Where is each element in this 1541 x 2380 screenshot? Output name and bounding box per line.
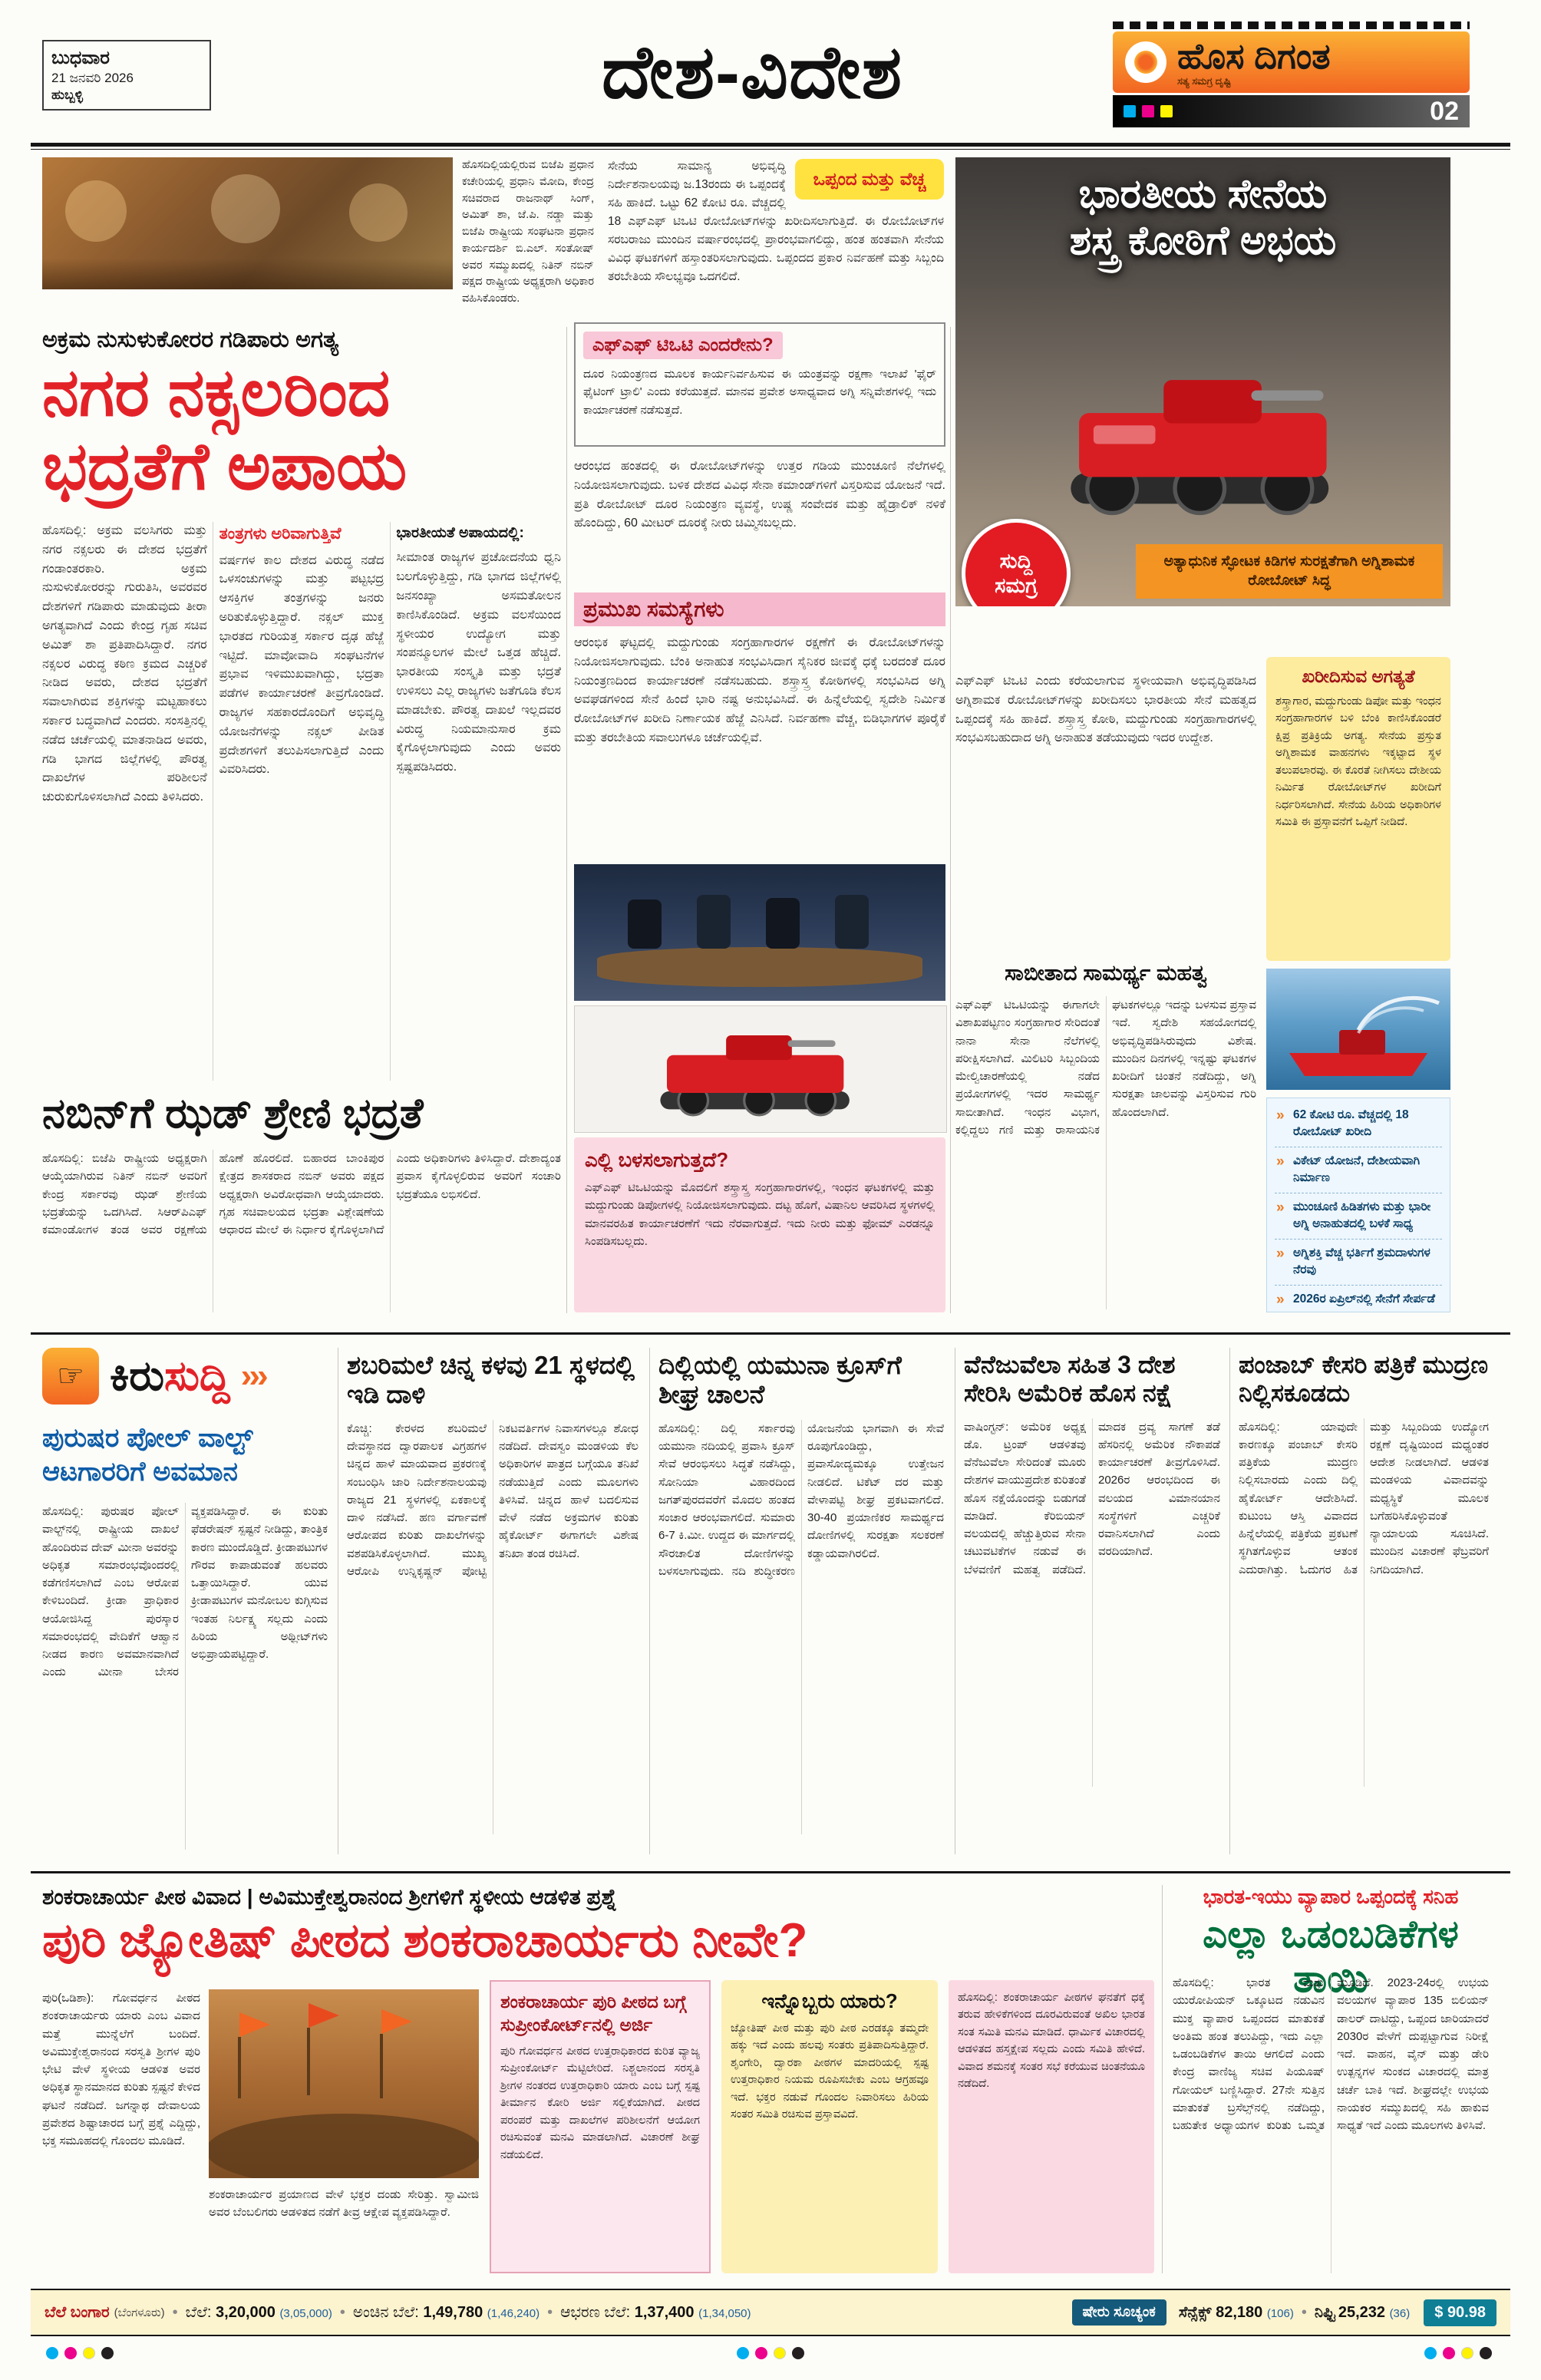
header-rule bbox=[31, 143, 1510, 147]
gold-price-1: ಬೆಲೆ: 3,20,000 (3,05,000) bbox=[185, 2303, 332, 2321]
gold-city: (ಬೆಂಗಳೂರು) bbox=[114, 2306, 165, 2319]
edition-box bbox=[42, 40, 211, 111]
header-rule-thin bbox=[31, 149, 1510, 150]
kiru-label: ಕಿರುಸುದ್ದಿ bbox=[110, 1352, 230, 1399]
chevrons-icon: ››› bbox=[240, 1357, 266, 1395]
army-headline-line2: ಶಸ್ತ್ರ ಕೋಠಿಗೆ ಅಭಯ bbox=[1069, 219, 1337, 264]
contract-box bbox=[608, 157, 944, 320]
registration-marks-left bbox=[46, 2347, 114, 2359]
main-headline-line1: ನಗರ ನಕ್ಸಲರಿಂದ bbox=[42, 356, 391, 430]
masthead-banner bbox=[1113, 31, 1470, 93]
puri-who-box-body: ಜ್ಯೋತಿಷ್ ಪೀಠ ಮತ್ತು ಪುರಿ ಪೀಠ ಎರಡಕ್ಕೂ ತಮ್ಮದೇ ಹಕ್ಕು ಇದೆ ಎಂದು ಹಲವು ಸಂತರು ಪ್ರತಿಪಾದಿಸುತ್ತಿದ್ದಾರೆ. ಶೃಂಗೇರಿ, ದ್ವಾರಕಾ ಪೀಠಗಳ ಮಾದರಿಯಲ್ಲಿ ಸ್ಪಷ್ಟ ಉತ್ತರಾಧಿಕಾರ ನಿಯಮ ರೂಪಿಸಬೇಕು ಎಂಬ ಆಗ್ರಹವೂ ಇದೆ. ಭಕ್ತರ ನಡುವೆ ಗೊಂದಲ ನಿವಾರಿಸಲು ಹಿರಿಯ ಸಂತರ ಸಮಿತಿ ರಚಿಸುವ ಪ್ರಸ್ತಾವವಿದೆ. bbox=[731, 2022, 929, 2121]
need-title: ಖರೀದಿಸುವ ಅಗತ್ಯತೆ bbox=[1302, 666, 1415, 686]
photo-bjp-leadership bbox=[42, 157, 453, 289]
band-rule-1 bbox=[31, 1332, 1510, 1335]
column-rule-1 bbox=[566, 327, 567, 1313]
registration-marks-center bbox=[737, 2347, 804, 2359]
eu-headline: ಎಲ್ಲಾ ಒಡಂಬಡಿಕೆಗಳ ತಾಯಿ bbox=[1203, 1913, 1459, 2000]
registration-marks-right bbox=[1424, 2347, 1492, 2359]
price-ticker: ಬೆಲೆ ಬಂಗಾರ (ಬೆಂಗಳೂರು) • ಬೆಲೆ: 3,20,000 (3,05,000) • ಅಂಚಿನ ಬೆಲೆ: 1,49,780 (1,46,240) • ಆಭರಣ ಬೆಲೆ: 1,37,400 (1,34,050) ಷೇರು ಸೂಚ್ಯಂಕ ಸೆನ್ಸೆಕ್ಸ್ 82,180 (106) • ನಿಫ್ಟಿ 25,232 (36) $ 90.98 bbox=[31, 2289, 1510, 2336]
band-rule-2 bbox=[31, 1871, 1510, 1873]
masthead-tagline: ಸತ್ಯ ಸಮಗ್ರ ದೃಷ್ಟಿ bbox=[1177, 75, 1232, 87]
article-headline: ವೆನೆಜುವೆಲಾ ಸಹಿತ 3 ದೇಶ ಸೇರಿಸಿ ಅಮೆರಿಕ ಹೊಸ ನಕ್ಷೆ bbox=[964, 1351, 1176, 1407]
capability-title: ಸಾಬೀತಾದ ಸಾಮರ್ಥ್ಯ ಮಹತ್ವ bbox=[1005, 961, 1207, 985]
column-rule-7 bbox=[1162, 1885, 1163, 2273]
main-body-p2: ವರ್ಷಗಳ ಕಾಲ ದೇಶದ ವಿರುದ್ಧ ನಡೆದ ಒಳಸಂಚುಗಳನ್ನು ಮತ್ತು ಪಟ್ಟಭದ್ರ ಆಸಕ್ತಿಗಳ ತಂತ್ರಗಳನ್ನು ಜನರು ಅರಿತುಕೊಳ್ಳುತ್ತಿದ್ದಾರೆ. ನಕ್ಸಲ್ ಮುಕ್ತ ಭಾರತದ ಗುರಿಯತ್ತ ಸರ್ಕಾರ ದೃಢ ಹೆಜ್ಜೆ ಇಟ್ಟಿದೆ. ಮಾವೋವಾದಿ ಸಂಘಟನೆಗಳ ಪ್ರಭಾವ ಇಳಿಮುಖವಾಗಿದ್ದು, ಭದ್ರತಾ ಪಡೆಗಳ ಕಾರ್ಯಾಚರಣೆ ತೀವ್ರಗೊಂಡಿದೆ. ರಾಜ್ಯಗಳ ಸಹಕಾರದೊಂದಿಗೆ ಅಭಿವೃದ್ಧಿ ಯೋಜನೆಗಳನ್ನು ನಕ್ಸಲ್ ಪೀಡಿತ ಪ್ರದೇಶಗಳಿಗೆ ತಲುಪಿಸಲಾಗುತ್ತಿದೆ ಎಂದು ವಿವರಿಸಿದರು. bbox=[219, 553, 384, 777]
masthead-sun-icon bbox=[1125, 41, 1166, 83]
photo-fireboat bbox=[1266, 969, 1450, 1090]
column-rule-2 bbox=[950, 327, 951, 1313]
article-body: ವಾಷಿಂಗ್ಟನ್: ಅಮೆರಿಕ ಅಧ್ಯಕ್ಷ ಡೊ. ಟ್ರಂಪ್ ಆಡಳಿತವು ವೆನೆಜುವೆಲಾ ಸೇರಿದಂತೆ ಮೂರು ದೇಶಗಳ ವಾಯುಪ್ರದೇಶ ಕುರಿತಂತೆ ಹೊಸ ನಕ್ಷೆಯೊಂದನ್ನು ಬಿಡುಗಡೆ ಮಾಡಿದೆ. ಕೆರಿಬಿಯನ್ ವಲಯದಲ್ಲಿ ಹೆಚ್ಚುತ್ತಿರುವ ಸೇನಾ ಚಟುವಟಿಕೆಗಳ ನಡುವೆ ಈ ಬೆಳವಣಿಗೆ ಮಹತ್ವ ಪಡೆದಿದೆ. ಮಾದಕ ದ್ರವ್ಯ ಸಾಗಣೆ ತಡೆ ಹೆಸರಿನಲ್ಲಿ ಅಮೆರಿಕ ನೌಕಾಪಡೆ ಕಾರ್ಯಾಚರಣೆ ತೀವ್ರಗೊಳಿಸಿದೆ. 2026ರ ಆರಂಭದಿಂದ ಈ ವಲಯದ ವಿಮಾನಯಾನ ಸಂಸ್ಥೆಗಳಿಗೆ ಎಚ್ಚರಿಕೆ ರವಾನಿಸಲಾಗಿದೆ ಎಂದು ವರದಿಯಾಗಿದೆ. bbox=[964, 1420, 1220, 1576]
contract-body: ಸೇನೆಯ ಸಾಮಾನ್ಯ ಅಭಿವೃದ್ಧಿ ನಿರ್ದೇಶನಾಲಯವು ಜ.13ರಂದು ಈ ಒಪ್ಪಂದಕ್ಕೆ ಸಹಿ ಹಾಕಿದೆ. ಒಟ್ಟು 62 ಕೋಟಿ ರೂ. ವೆಚ್ಚದಲ್ಲಿ 18 ಎಫ್‌ಎಫ್ ಟಿಒಟಿ ರೋಬೋಟ್‌ಗಳನ್ನು ಖರೀದಿಸಲಾಗುತ್ತಿದೆ. ಈ ರೋಬೋಟ್‌ಗಳ ಸರಬರಾಜು ಮುಂದಿನ ವರ್ಷಾರಂಭದಲ್ಲಿ ಪ್ರಾರಂಭವಾಗಲಿದ್ದು, ಹಂತ ಹಂತವಾಗಿ ಸೇನೆಯ ವಿವಿಧ ಘಟಕಗಳಿಗೆ ಹಸ್ತಾಂತರಿಸಲಾಗುವುದು. ಒಪ್ಪಂದದ ಪ್ರಕಾರ ನಿರ್ವಹಣೆ ಮತ್ತು ಸಿಬ್ಬಂದಿ ತರಬೇತಿಯ ಸೌಲಭ್ಯವೂ ಒದಗಲಿದೆ. bbox=[608, 160, 944, 284]
main-body-p1: ಹೊಸದಿಲ್ಲಿ: ಅಕ್ರಮ ವಲಸಿಗರು ಮತ್ತು ನಗರ ನಕ್ಸಲರು ಈ ದೇಶದ ಭದ್ರತೆಗೆ ಗಂಡಾಂತರಕಾರಿ. ಅಕ್ರಮ ನುಸುಳುಕೋರರನ್ನು ಗುರುತಿಸಿ, ಅವರವರ ದೇಶಗಳಿಗೆ ಗಡಿಪಾರು ಮಾಡುವುದು ತೀರಾ ಅಗತ್ಯವಾಗಿದೆ ಎಂದು ಕೇಂದ್ರ ಗೃಹ ಸಚಿವ ಅಮಿತ್ ಶಾ ಪ್ರತಿಪಾದಿಸಿದ್ದಾರೆ. ನಗರ ನಕ್ಸಲರ ವಿರುದ್ಧ ಕಠಿಣ ಕ್ರಮದ ಎಚ್ಚರಿಕೆ ನೀಡಿದ ಅವರು, ದೇಶದ ಭದ್ರತೆಗೆ ಸವಾಲಾಗಿರುವ ಶಕ್ತಿಗಳನ್ನು ಮಟ್ಟಹಾಕಲು ಸರ್ಕಾರ ಬದ್ಧವಾಗಿದೆ ಎಂದರು. ಸಂಸತ್ತಿನಲ್ಲಿ ನಡೆದ ಚರ್ಚೆಯಲ್ಲಿ ಮಾತನಾಡಿದ ಅವರು, ಗಡಿ ಭಾಗದ ಜಿಲ್ಲೆಗಳಲ್ಲಿ ಪೌರತ್ವ ದಾಖಲೆಗಳ ಪರಿಶೀಲನೆ ಚುರುಕುಗೊಳಿಸಲಾಗಿದೆ ಎಂದು ತಿಳಿಸಿದರು. bbox=[42, 524, 207, 804]
masthead-stripes bbox=[1113, 21, 1470, 29]
fact-item: » 62 ಕೋಟಿ ರೂ. ವೆಚ್ಚದಲ್ಲಿ 18 ರೋಬೋಟ್ ಖರೀದಿ bbox=[1275, 1101, 1442, 1147]
where-title: ಎಲ್ಲಿ ಬಳಸಲಾಗುತ್ತದೆ? bbox=[585, 1148, 729, 1171]
capability-body: ಎಫ್‌ಎಫ್ ಟಿಒಟಿಯನ್ನು ಈಗಾಗಲೇ ವಿಶಾಖಪಟ್ಟಣಂ ಸಂಗ್ರಹಾಗಾರ ಸೇರಿದಂತೆ ನಾನಾ ಸೇನಾ ನೆಲೆಗಳಲ್ಲಿ ಪರೀಕ್ಷಿಸಲಾಗಿದೆ. ಮಿಲಿಟರಿ ಸಿಬ್ಬಂದಿಯ ಮೇಲ್ವಿಚಾರಣೆಯಲ್ಲಿ ನಡೆದ ಪ್ರಯೋಗಗಳಲ್ಲಿ ಇದರ ಸಾಮರ್ಥ್ಯ ಸಾಬೀತಾಗಿದೆ. ಇಂಧನ ವಿಭಾಗ, ಕಲ್ಲಿದ್ದಲು ಗಣಿ ಮತ್ತು ರಾಸಾಯನಿಕ ಘಟಕಗಳಲ್ಲೂ ಇದನ್ನು ಬಳಸುವ ಪ್ರಸ್ತಾವ ಇದೆ. ಸ್ವದೇಶಿ ಸಹಯೋಗದಲ್ಲಿ ಅಭಿವೃದ್ಧಿಪಡಿಸಿರುವುದು ವಿಶೇಷ. ಮುಂದಿನ ದಿನಗಳಲ್ಲಿ ಇನ್ನಷ್ಟು ಘಟಕಗಳ ಖರೀದಿಗೆ ಚಿಂತನೆ ನಡೆದಿದ್ದು, ಅಗ್ನಿ ಸುರಕ್ಷತಾ ಜಾಲವನ್ನು ವಿಸ್ತರಿಸುವ ಗುರಿ ಹೊಂದಲಾಗಿದೆ. bbox=[955, 999, 1256, 1137]
edition-city: ಹುಬ್ಬಳ್ಳಿ bbox=[51, 87, 83, 102]
column-rule-6 bbox=[1229, 1348, 1230, 1854]
edition-date: 21 ಜನವರಿ 2026 bbox=[51, 71, 134, 85]
puri-kicker: ಶಂಕರಾಚಾರ್ಯ ಪೀಠ ವಿವಾದ | ಅವಿಮುಕ್ತೇಶ್ವರಾನಂದ ಶ್ರೀಗಳಿಗೆ ಸ್ಥಳೀಯ ಆಡಳಿತ ಪ್ರಶ್ನೆ bbox=[42, 1885, 617, 1909]
army-headline bbox=[971, 171, 1435, 266]
where-box bbox=[574, 1137, 945, 1312]
article-headline: ಪಂಜಾಬ್ ಕೇಸರಿ ಪತ್ರಿಕೆ ಮುದ್ರಣ ನಿಲ್ಲಿಸಕೂಡದು bbox=[1239, 1351, 1489, 1407]
main-subhead-2: ಭಾರತೀಯತೆ ಅಪಾಯದಲ್ಲಿ: bbox=[396, 525, 524, 541]
need-body: ಶಸ್ತ್ರಾಗಾರ, ಮದ್ದುಗುಂಡು ಡಿಪೋ ಮತ್ತು ಇಂಧನ ಸಂಗ್ರಹಾಗಾರಗಳ ಬಳಿ ಬೆಂಕಿ ಕಾಣಿಸಿಕೊಂಡರೆ ಕ್ಷಿಪ್ರ ಪ್ರತಿಕ್ರಿಯೆ ಅಗತ್ಯ. ಸೇನೆಯ ಪ್ರಸ್ತುತ ಅಗ್ನಿಶಾಮಕ ವಾಹನಗಳು ಇಕ್ಕಟ್ಟಾದ ಸ್ಥಳ ತಲುಪಲಾರವು. ಈ ಕೊರತೆ ನೀಗಿಸಲು ದೇಶೀಯ ನಿರ್ಮಿತ ರೋಬೋಟ್‌ಗಳ ಖರೀದಿಗೆ ನಿರ್ಧರಿಸಲಾಗಿದೆ. ಸೇನೆಯ ಹಿರಿಯ ಅಧಿಕಾರಿಗಳ ಸಮಿತಿ ಈ ಪ್ರಸ್ತಾವನೆಗೆ ಒಪ್ಪಿಗೆ ನೀಡಿದೆ. bbox=[1275, 695, 1441, 829]
main-body bbox=[42, 522, 561, 1081]
article-shabarimale bbox=[347, 1351, 639, 1834]
army-intro: ಎಫ್‌ಎಫ್ ಟಿಒಟಿ ಎಂದು ಕರೆಯಲಾಗುವ ಸ್ಥಳೀಯವಾಗಿ ಅಭಿವೃದ್ಧಿಪಡಿಸಿದ ಅಗ್ನಿಶಾಮಕ ರೋಬೋಟ್‌ಗಳನ್ನು ಖರೀದಿಸಲು ಭಾರತೀಯ ಸೇನೆ ಮಹತ್ವದ ಒಪ್ಪಂದಕ್ಕೆ ಸಹಿ ಹಾಕಿದೆ. ಶಸ್ತ್ರಾಸ್ತ್ರ ಕೋಠಿ, ಮದ್ದುಗುಂಡು ಸಂಗ್ರಹಾಗಾರಗಳಲ್ಲಿ ಸಂಭವಿಸಬಹುದಾದ ಅಗ್ನಿ ಅನಾಹುತ ತಡೆಯುವುದು ಇದರ ಉದ್ದೇಶ. bbox=[955, 675, 1256, 745]
robot-illustration-icon bbox=[1040, 338, 1370, 530]
article-punjab-kesari bbox=[1239, 1351, 1489, 1787]
masthead-color-squares bbox=[1124, 105, 1173, 117]
puri-side-box-body: ಹೊಸದಿಲ್ಲಿ: ಶಂಕರಾಚಾರ್ಯ ಪೀಠಗಳ ಘನತೆಗೆ ಧಕ್ಕೆ ತರುವ ಹೇಳಿಕೆಗಳಿಂದ ದೂರವಿರುವಂತೆ ಅಖಿಲ ಭಾರತ ಸಂತ ಸಮಿತಿ ಮನವಿ ಮಾಡಿದೆ. ಧಾರ್ಮಿಕ ವಿಚಾರದಲ್ಲಿ ಆಡಳಿತದ ಹಸ್ತಕ್ಷೇಪ ಸಲ್ಲದು ಎಂದು ಸಮಿತಿ ಹೇಳಿದೆ. ವಿವಾದ ಶಮನಕ್ಕೆ ಸಂತರ ಸಭೆ ಕರೆಯುವ ಚಿಂತನೆಯೂ ನಡೆದಿದೆ. bbox=[958, 1992, 1145, 2091]
fact-item: » ಮುಂಚೂಣಿ ಹಿಡಿತಗಳು ಮತ್ತು ಭಾರೀ ಅಗ್ನಿ ಅನಾಹುತದಲ್ಲಿ ಬಳಕೆ ಸಾಧ್ಯ bbox=[1275, 1193, 1442, 1240]
news-badge bbox=[962, 519, 1071, 606]
masthead-pagebar bbox=[1113, 95, 1470, 127]
article-yamuna bbox=[658, 1351, 944, 1834]
article-body: ಕೊಚ್ಚಿ: ಕೇರಳದ ಶಬರಿಮಲೆ ದೇವಸ್ಥಾನದ ದ್ವಾರಪಾಲಕ ವಿಗ್ರಹಗಳ ಚಿನ್ನದ ಹಾಳೆ ಮಾಯವಾದ ಪ್ರಕರಣಕ್ಕೆ ಸಂಬಂಧಿಸಿ ಜಾರಿ ನಿರ್ದೇಶನಾಲಯವು ರಾಜ್ಯದ 21 ಸ್ಥಳಗಳಲ್ಲಿ ಏಕಕಾಲಕ್ಕೆ ದಾಳಿ ನಡೆಸಿದೆ. ಹಣ ವರ್ಗಾವಣೆ ಆರೋಪದ ಕುರಿತು ದಾಖಲೆಗಳನ್ನು ವಶಪಡಿಸಿಕೊಳ್ಳಲಾಗಿದೆ. ಮುಖ್ಯ ಆರೋಪಿ ಉನ್ನಿಕೃಷ್ಣನ್ ಪೋಟ್ಟಿ ನಿಕಟವರ್ತಿಗಳ ನಿವಾಸಗಳಲ್ಲೂ ಶೋಧ ನಡೆದಿದೆ. ದೇವಸ್ವಂ ಮಂಡಳಿಯ ಕೆಲ ಅಧಿಕಾರಿಗಳ ಪಾತ್ರದ ಬಗ್ಗೆಯೂ ತನಿಖೆ ನಡೆಯುತ್ತಿದೆ ಎಂದು ಮೂಲಗಳು ತಿಳಿಸಿವೆ. ಚಿನ್ನದ ಹಾಳೆ ಬದಲಿಸುವ ವೇಳೆ ನಡೆದ ಅಕ್ರಮಗಳ ಕುರಿತು ಹೈಕೋರ್ಟ್ ಈಗಾಗಲೇ ವಿಶೇಷ ತನಿಖಾ ತಂಡ ರಚಿಸಿದೆ. bbox=[347, 1421, 639, 1578]
puri-court-box bbox=[490, 1980, 711, 2273]
puri-who-box-title: ಇನ್ನೊಬ್ಬರು ಯಾರು? bbox=[761, 1989, 898, 2012]
dollar-icon: $ bbox=[1434, 2303, 1444, 2321]
kiru-body: ಹೊಸದಿಲ್ಲಿ: ಪುರುಷರ ಪೋಲ್ ವಾಲ್ಟ್‌ನಲ್ಲಿ ರಾಷ್ಟ್ರೀಯ ದಾಖಲೆ ಹೊಂದಿರುವ ದೇವ್ ಮೀನಾ ಅವರನ್ನು ಅಧಿಕೃತ ಸಮಾರಂಭವೊಂದರಲ್ಲಿ ಕಡೆಗಣಿಸಲಾಗಿದೆ ಎಂಬ ಆರೋಪ ಕೇಳಿಬಂದಿದೆ. ಕ್ರೀಡಾ ಪ್ರಾಧಿಕಾರ ಆಯೋಜಿಸಿದ್ದ ಪುರಸ್ಕಾರ ಸಮಾರಂಭದಲ್ಲಿ ವೇದಿಕೆಗೆ ಆಹ್ವಾನ ನೀಡದ ಕಾರಣ ಅವಮಾನವಾಗಿದೆ ಎಂದು ಮೀನಾ ಬೇಸರ ವ್ಯಕ್ತಪಡಿಸಿದ್ದಾರೆ. ಈ ಕುರಿತು ಫೆಡರೇಷನ್ ಸ್ಪಷ್ಟನೆ ನೀಡಿದ್ದು, ತಾಂತ್ರಿಕ ಕಾರಣ ಮುಂದೊಡ್ಡಿದೆ. ಕ್ರೀಡಾಪಟುಗಳ ಗೌರವ ಕಾಪಾಡುವಂತೆ ಹಲವರು ಒತ್ತಾಯಿಸಿದ್ದಾರೆ. ಯುವ ಕ್ರೀಡಾಪಟುಗಳ ಮನೋಬಲ ಕುಗ್ಗಿಸುವ ಇಂತಹ ನಿರ್ಲಕ್ಷ್ಯ ಸಲ್ಲದು ಎಂದು ಹಿರಿಯ ಅಥ್ಲೀಟ್‌ಗಳು ಅಭಿಪ್ರಾಯಪಟ್ಟಿದ್ದಾರೆ. bbox=[42, 1505, 328, 1679]
army-mid-text: ಆರಂಭದ ಹಂತದಲ್ಲಿ ಈ ರೋಬೋಟ್‌ಗಳನ್ನು ಉತ್ತರ ಗಡಿಯ ಮುಂಚೂಣಿ ನೆಲೆಗಳಲ್ಲಿ ನಿಯೋಜಿಸಲಾಗುವುದು. ಬಳಿಕ ದೇಶದ ವಿವಿಧ ಸೇನಾ ಕಮಾಂಡ್‌ಗಳಿಗೆ ವಿಸ್ತರಿಸುವ ಯೋಜನೆ ಇದೆ. ಪ್ರತಿ ರೋಬೋಟ್ ದೂರ ನಿಯಂತ್ರಣ ವ್ಯವಸ್ಥೆ, ಉಷ್ಣ ಸಂವೇದಕ ಮತ್ತು ಹೈಡ್ರಾಲಿಕ್ ನಳಿಕೆ ಹೊಂದಿದ್ದು, 60 ಮೀಟರ್ ದೂರಕ್ಕೆ ನೀರು ಚಿಮ್ಮಿಸಬಲ್ಲದು. bbox=[574, 460, 945, 530]
puri-court-box-body: ಪುರಿ ಗೋವರ್ಧನ ಪೀಠದ ಉತ್ತರಾಧಿಕಾರದ ಕುರಿತ ವ್ಯಾಜ್ಯ ಸುಪ್ರೀಂಕೋರ್ಟ್ ಮೆಟ್ಟಿಲೇರಿದೆ. ನಿಶ್ಚಲಾನಂದ ಸರಸ್ವತಿ ಶ್ರೀಗಳ ನಂತರದ ಉತ್ತರಾಧಿಕಾರಿ ಯಾರು ಎಂಬ ಬಗ್ಗೆ ಸ್ಪಷ್ಟ ತೀರ್ಮಾನ ಕೋರಿ ಅರ್ಜಿ ಸಲ್ಲಿಕೆಯಾಗಿದೆ. ಪೀಠದ ಪರಂಪರೆ ಮತ್ತು ದಾಖಲೆಗಳ ಪರಿಶೀಲನೆಗೆ ಆಯೋಗ ರಚಿಸುವಂತೆ ಮನವಿ ಮಾಡಲಾಗಿದೆ. ವಿಚಾರಣೆ ಶೀಘ್ರ ನಡೆಯಲಿದೆ. bbox=[500, 2045, 700, 2161]
fact-item: » ಅಗ್ನಿಶಕ್ತಿ ವೆಚ್ಚ ಭರ್ತಿಗೆ ಶ್ರಮದಾಳುಗಳ ನೆರವು bbox=[1275, 1240, 1442, 1286]
article-venezuela bbox=[964, 1351, 1220, 1787]
usd-rate: $ 90.98 bbox=[1424, 2299, 1496, 2326]
puri-body-col2: ಶಂಕರಾಚಾರ್ಯರ ಪ್ರಯಾಣದ ವೇಳೆ ಭಕ್ತರ ದಂಡು ಸೇರಿತ್ತು. ಸ್ವಾಮೀಜಿ ಅವರ ಬೆಂಬಲಿಗರು ಆಡಳಿತದ ನಡೆಗೆ ತೀವ್ರ ಆಕ್ಷೇಪ ವ್ಯಕ್ತಪಡಿಸಿದ್ದಾರೆ. bbox=[209, 2188, 479, 2220]
news-badge-line1: ಸುದ್ದಿ bbox=[999, 549, 1033, 573]
puri-who-box bbox=[721, 1980, 938, 2273]
puri-court-box-title: ಶಂಕರಾಚಾರ್ಯ ಪುರಿ ಪೀಠದ ಬಗ್ಗೆ ಸುಪ್ರೀಂಕೋರ್ಟ್‌ನಲ್ಲಿ ಅರ್ಜಿ bbox=[500, 1992, 687, 2035]
facts-list bbox=[1266, 1098, 1450, 1312]
contract-chip: ಒಪ್ಪಂದ ಮತ್ತು ವೆಚ್ಚ bbox=[795, 159, 944, 200]
gold-price-3: ಆಭರಣ ಬೆಲೆ: 1,37,400 (1,34,050) bbox=[560, 2303, 751, 2321]
eu-kicker: ಭಾರತ-ಇಯು ವ್ಯಾಪಾರ ಒಪ್ಪಂದಕ್ಕೆ ಸನಿಹ bbox=[1203, 1885, 1459, 1908]
masthead bbox=[1113, 21, 1470, 127]
eu-body: ಹೊಸದಿಲ್ಲಿ: ಭಾರತ ಮತ್ತು ಯುರೋಪಿಯನ್ ಒಕ್ಕೂಟದ ನಡುವಿನ ಮುಕ್ತ ವ್ಯಾಪಾರ ಒಪ್ಪಂದದ ಮಾತುಕತೆ ಅಂತಿಮ ಹಂತ ತಲುಪಿದ್ದು, ಇದು ಎಲ್ಲಾ ಒಡಂಬಡಿಕೆಗಳ ತಾಯಿ ಆಗಲಿದೆ ಎಂದು ಕೇಂದ್ರ ವಾಣಿಜ್ಯ ಸಚಿವ ಪಿಯೂಷ್ ಗೋಯಲ್ ಬಣ್ಣಿಸಿದ್ದಾರೆ. 27ನೇ ಸುತ್ತಿನ ಮಾತುಕತೆ ಬ್ರಸೆಲ್ಸ್‌ನಲ್ಲಿ ನಡೆದಿದ್ದು, ಬಹುತೇಕ ಅಧ್ಯಾಯಗಳ ಕುರಿತು ಒಮ್ಮತ ಮೂಡಿದೆ. 2023-24ರಲ್ಲಿ ಉಭಯ ವಲಯಗಳ ವ್ಯಾಪಾರ 135 ಬಿಲಿಯನ್ ಡಾಲರ್ ದಾಟಿದ್ದು, ಒಪ್ಪಂದ ಜಾರಿಯಾದರೆ 2030ರ ವೇಳೆಗೆ ದುಪ್ಪಟ್ಟಾಗುವ ನಿರೀಕ್ಷೆ ಇದೆ. ವಾಹನ, ವೈನ್ ಮತ್ತು ಡೇರಿ ಉತ್ಪನ್ನಗಳ ಸುಂಕದ ವಿಚಾರದಲ್ಲಿ ಮಾತ್ರ ಚರ್ಚೆ ಬಾಕಿ ಇದೆ. ಶೀಘ್ರದಲ್ಲೇ ಉಭಯ ನಾಯಕರ ಸಮ್ಮುಖದಲ್ಲಿ ಸಹಿ ಹಾಕುವ ಸಾಧ್ಯತೆ ಇದೆ ಎಂದು ಮೂಲಗಳು ತಿಳಿಸಿವೆ. bbox=[1173, 1976, 1489, 2132]
article-headline: ಶಬರಿಮಲೆ ಚಿನ್ನ ಕಳವು 21 ಸ್ಥಳದಲ್ಲಿ ಇಡಿ ದಾಳಿ bbox=[347, 1351, 635, 1408]
issues-body: ಆರಂಭಿಕ ಘಟ್ಟದಲ್ಲಿ ಮದ್ದುಗುಂಡು ಸಂಗ್ರಹಾಗಾರಗಳ ರಕ್ಷಣೆಗೆ ಈ ರೋಬೋಟ್‌ಗಳನ್ನು ನಿಯೋಜಿಸಲಾಗುವುದು. ಬೆಂಕಿ ಅನಾಹುತ ಸಂಭವಿಸಿದಾಗ ಸೈನಿಕರ ಜೀವಕ್ಕೆ ಧಕ್ಕೆ ಬರದಂತೆ ದೂರ ನಿಯಂತ್ರಣದಿಂದ ಕಾರ್ಯಾಚರಣೆ ನಡೆಸಬಹುದು. ಶಸ್ತ್ರಾಸ್ತ್ರ ಕೋಠಿಗಳಲ್ಲಿ ಸಂಭವಿಸಿದ ಅಗ್ನಿ ಅವಘಡಗಳಿಂದ ಸೇನೆ ಹಿಂದೆ ಭಾರಿ ನಷ್ಟ ಅನುಭವಿಸಿದೆ. ಈ ಹಿನ್ನೆಲೆಯಲ್ಲಿ ಸ್ವದೇಶಿ ನಿರ್ಮಿತ ರೋಬೋಟ್‌ಗಳ ಖರೀದಿ ನಿರ್ಣಾಯಕ ಹೆಜ್ಜೆ ಎನಿಸಿದೆ. ನಿರ್ವಹಣಾ ವೆಚ್ಚ, ಬಿಡಿಭಾಗಗಳ ಪೂರೈಕೆ ಮತ್ತು ತರಬೇತಿಯ ಸವಾಲುಗಳೂ ಚರ್ಚೆಯಲ್ಲಿವೆ. bbox=[574, 636, 945, 744]
article-body: ಹೊಸದಿಲ್ಲಿ: ದಿಲ್ಲಿ ಸರ್ಕಾರವು ಯಮುನಾ ನದಿಯಲ್ಲಿ ಪ್ರವಾಸಿ ಕ್ರೂಸ್ ಸೇವೆ ಆರಂಭಿಸಲು ಸಿದ್ಧತೆ ನಡೆಸಿದ್ದು, ಸೋನಿಯಾ ವಿಹಾರದಿಂದ ಜಗತ್‌ಪುರದವರೆಗೆ ಮೊದಲ ಹಂತದ ಸಂಚಾರ ಆರಂಭವಾಗಲಿದೆ. ಸುಮಾರು 6-7 ಕಿ.ಮೀ. ಉದ್ದದ ಈ ಮಾರ್ಗದಲ್ಲಿ ಸೌರಚಾಲಿತ ದೋಣಿಗಳನ್ನು ಬಳಸಲಾಗುವುದು. ನದಿ ಶುದ್ಧೀಕರಣ ಯೋಜನೆಯ ಭಾಗವಾಗಿ ಈ ಸೇವೆ ರೂಪುಗೊಂಡಿದ್ದು, ಪ್ರವಾಸೋದ್ಯಮಕ್ಕೂ ಉತ್ತೇಜನ ನೀಡಲಿದೆ. ಟಿಕೆಟ್ ದರ ಮತ್ತು ವೇಳಾಪಟ್ಟಿ ಶೀಘ್ರ ಪ್ರಕಟವಾಗಲಿದೆ. 30-40 ಪ್ರಯಾಣಿಕರ ಸಾಮರ್ಥ್ಯದ ದೋಣಿಗಳಲ್ಲಿ ಸುರಕ್ಷತಾ ಸಲಕರಣೆ ಕಡ್ಡಾಯವಾಗಿರಲಿದೆ. bbox=[658, 1421, 944, 1578]
section-title: ದೇಶ-ವಿದೇಶ bbox=[601, 31, 903, 114]
fact-item: » 2026ರ ಏಪ್ರಿಲ್‌ನಲ್ಲಿ ಸೇನೆಗೆ ಸೇರ್ಪಡೆ bbox=[1275, 1286, 1442, 1313]
puri-side-box bbox=[949, 1980, 1154, 2273]
photo-bjp-caption: ಹೊಸದಿಲ್ಲಿಯಲ್ಲಿರುವ ಬಿಜೆಪಿ ಪ್ರಧಾನ ಕಚೇರಿಯಲ್ಲಿ ಪ್ರಧಾನಿ ಮೋದಿ, ಕೇಂದ್ರ ಸಚಿವರಾದ ರಾಜನಾಥ್ ಸಿಂಗ್, ಅಮಿತ್ ಶಾ, ಜೆ.ಪಿ. ನಡ್ಡಾ ಮತ್ತು ಬಿಜೆಪಿ ರಾಷ್ಟ್ರೀಯ ಸಂಘಟನಾ ಪ್ರಧಾನ ಕಾರ್ಯದರ್ಶಿ ಬಿ.ಎಲ್. ಸಂತೋಷ್ ಅವರ ಸಮ್ಮುಖದಲ್ಲಿ ನಿತಿನ್ ನಬಿನ್ ಪಕ್ಷದ ರಾಷ್ಟ್ರೀಯ ಅಧ್ಯಕ್ಷರಾಗಿ ಅಧಿಕಾರ ವಹಿಸಿಕೊಂಡರು. bbox=[462, 159, 594, 305]
main-subhead-1: ತಂತ್ರಗಳು ಅರಿವಾಗುತ್ತಿವೆ bbox=[219, 525, 342, 543]
page-number: 02 bbox=[1430, 96, 1459, 126]
photo-army-robot bbox=[955, 157, 1450, 606]
nabin-body: ಹೊಸದಿಲ್ಲಿ: ಬಿಜೆಪಿ ರಾಷ್ಟ್ರೀಯ ಅಧ್ಯಕ್ಷರಾಗಿ ಆಯ್ಕೆಯಾಗಿರುವ ನಿತಿನ್ ನಬಿನ್ ಅವರಿಗೆ ಕೇಂದ್ರ ಸರ್ಕಾರವು ಝಡ್ ಶ್ರೇಣಿಯ ಭದ್ರತೆಯನ್ನು ಒದಗಿಸಿದೆ. ಸಿಆರ್‌ಪಿಎಫ್ ಕಮಾಂಡೋಗಳ ತಂಡ ಅವರ ರಕ್ಷಣೆಯ ಹೊಣೆ ಹೊರಲಿದೆ. ಬಿಹಾರದ ಬಾಂಕಿಪುರ ಕ್ಷೇತ್ರದ ಶಾಸಕರಾದ ನಬಿನ್ ಅವರು ಪಕ್ಷದ ಅಧ್ಯಕ್ಷರಾಗಿ ಅವಿರೋಧವಾಗಿ ಆಯ್ಕೆಯಾದರು. ಗೃಹ ಸಚಿವಾಲಯದ ಭದ್ರತಾ ವಿಶ್ಲೇಷಣೆಯ ಆಧಾರದ ಮೇಲೆ ಈ ನಿರ್ಧಾರ ಕೈಗೊಳ್ಳಲಾಗಿದೆ ಎಂದು ಅಧಿಕಾರಿಗಳು ತಿಳಿಸಿದ್ದಾರೆ. ದೇಶಾದ್ಯಂತ ಪ್ರವಾಸ ಕೈಗೊಳ್ಳಲಿರುವ ಅವರಿಗೆ ಸಂಚಾರಿ ಭದ್ರತೆಯೂ ಲಭಿಸಲಿದೆ. bbox=[42, 1152, 561, 1236]
nabin-headline: ನಬಿನ್‌ಗೆ ಝಡ್ ಶ್ರೇಣಿ ಭದ್ರತೆ bbox=[42, 1091, 424, 1137]
fftot-box bbox=[574, 322, 945, 447]
kiru-suddi-logo bbox=[42, 1348, 266, 1405]
pointing-hand-icon: ☞ bbox=[42, 1348, 99, 1405]
main-body-p3: ಸೀಮಾಂತ ರಾಜ್ಯಗಳ ಪ್ರಚೋದನೆಯ ಧ್ವನಿ ಬಲಗೊಳ್ಳುತ್ತಿದ್ದು, ಗಡಿ ಭಾಗದ ಜಿಲ್ಲೆಗಳಲ್ಲಿ ಜನಸಂಖ್ಯಾ ಅಸಮತೋಲನ ಕಾಣಿಸಿಕೊಂಡಿದೆ. ಅಕ್ರಮ ವಲಸೆಯಿಂದ ಸ್ಥಳೀಯರ ಉದ್ಯೋಗ ಮತ್ತು ಸಂಪನ್ಮೂಲಗಳ ಮೇಲೆ ಒತ್ತಡ ಹೆಚ್ಚಿದೆ. ಭಾರತೀಯ ಸಂಸ್ಕೃತಿ ಮತ್ತು ಭದ್ರತೆ ಉಳಿಸಲು ಎಲ್ಲ ರಾಜ್ಯಗಳು ಜತೆಗೂಡಿ ಕೆಲಸ ಮಾಡಬೇಕು. ಪೌರತ್ವ ದಾಖಲೆ ಇಲ್ಲದವರ ವಿರುದ್ಧ ನಿಯಮಾನುಸಾರ ಕ್ರಮ ಕೈಗೊಳ್ಳಲಾಗುವುದು ಎಂದು ಅವರು ಸ್ಪಷ್ಟಪಡಿಸಿದರು. bbox=[396, 551, 561, 774]
gold-label: ಬೆಲೆ ಬಂಗಾರ bbox=[45, 2303, 110, 2321]
issues-header: ಪ್ರಮುಖ ಸಮಸ್ಯೆಗಳು bbox=[574, 593, 945, 626]
army-photo-caption: ಅತ್ಯಾಧುನಿಕ ಸ್ಫೋಟಕ ಕಿಡಿಗಳ ಸುರಕ್ಷತೆಗಾಗಿ ಅಗ್ನಿಶಾಮಕ ರೋಬೋಟ್ ಸಿದ್ಧ bbox=[1136, 544, 1443, 599]
column-rule-4 bbox=[649, 1348, 650, 1854]
article-body: ಹೊಸದಿಲ್ಲಿ: ಯಾವುದೇ ಕಾರಣಕ್ಕೂ ಪಂಜಾಬ್ ಕೇಸರಿ ಪತ್ರಿಕೆಯ ಮುದ್ರಣ ನಿಲ್ಲಿಸಬಾರದು ಎಂದು ದಿಲ್ಲಿ ಹೈಕೋರ್ಟ್ ಆದೇಶಿಸಿದೆ. ಕುಟುಂಬ ಆಸ್ತಿ ವಿವಾದದ ಹಿನ್ನೆಲೆಯಲ್ಲಿ ಪತ್ರಿಕೆಯ ಪ್ರಕಟಣೆ ಸ್ಥಗಿತಗೊಳ್ಳುವ ಆತಂಕ ಎದುರಾಗಿತ್ತು. ಓದುಗರ ಹಿತ ಮತ್ತು ಸಿಬ್ಬಂದಿಯ ಉದ್ಯೋಗ ರಕ್ಷಣೆ ದೃಷ್ಟಿಯಿಂದ ಮಧ್ಯಂತರ ಆದೇಶ ನೀಡಲಾಗಿದೆ. ಆಡಳಿತ ಮಂಡಳಿಯ ವಿವಾದವನ್ನು ಮಧ್ಯಸ್ಥಿಕೆ ಮೂಲಕ ಬಗೆಹರಿಸಿಕೊಳ್ಳುವಂತೆ ನ್ಯಾಯಾಲಯ ಸೂಚಿಸಿದೆ. ಮುಂದಿನ ವಿಚಾರಣೆ ಫೆಬ್ರವರಿಗೆ ನಿಗದಿಯಾಗಿದೆ. bbox=[1239, 1420, 1489, 1576]
main-kicker: ಅಕ್ರಮ ನುಸುಳುಕೋರರ ಗಡಿಪಾರು ಅಗತ್ಯ bbox=[42, 327, 339, 352]
fact-item: » ವಿಕೇಟ್ ಯೋಜನೆ, ದೇಶೀಯವಾಗಿ ನಿರ್ಮಾಣ bbox=[1275, 1147, 1442, 1193]
article-headline: ದಿಲ್ಲಿಯಲ್ಲಿ ಯಮುನಾ ಕ್ರೂಸ್‌ಗೆ ಶೀಘ್ರ ಚಾಲನೆ bbox=[658, 1351, 902, 1408]
fftot-body: ದೂರ ನಿಯಂತ್ರಣದ ಮೂಲಕ ಕಾರ್ಯನಿರ್ವಹಿಸುವ ಈ ಯಂತ್ರವನ್ನು ರಕ್ಷಣಾ ಇಲಾಖೆ 'ಫೈರ್ ಫೈಟಿಂಗ್ ಟ್ರಾಲಿ' ಎಂದು ಕರೆಯುತ್ತದೆ. ಮಾನವ ಪ್ರವೇಶ ಅಸಾಧ್ಯವಾದ ಅಗ್ನಿ ಸನ್ನಿವೇಶಗಳಲ್ಲಿ ಇದು ಕಾರ್ಯಾಚರಣೆ ನಡೆಸುತ್ತದೆ. bbox=[583, 368, 936, 417]
where-body: ಎಫ್‌ಎಫ್ ಟಿಒಟಿಯನ್ನು ಮೊದಲಿಗೆ ಶಸ್ತ್ರಾಸ್ತ್ರ ಸಂಗ್ರಹಾಗಾರಗಳಲ್ಲಿ, ಇಂಧನ ಘಟಕಗಳಲ್ಲಿ ಮತ್ತು ಮದ್ದುಗುಂಡು ಡಿಪೋಗಳಲ್ಲಿ ನಿಯೋಜಿಸಲಾಗುವುದು. ದಟ್ಟ ಹೊಗೆ, ವಿಷಾನಿಲ ಆವರಿಸಿದ ಸ್ಥಳಗಳಲ್ಲಿ ಮಾನವರಹಿತ ಕಾರ್ಯಾಚರಣೆಗೆ ಇದು ನೆರವಾಗುತ್ತದೆ. ಇದು ನೀರು ಮತ್ತು ಫೋಮ್ ಎರಡನ್ನೂ ಸಿಂಪಡಿಸಬಲ್ಲದು. bbox=[585, 1181, 935, 1248]
photo-puri-procession bbox=[209, 1989, 479, 2178]
news-badge-line2: ಸಮಗ್ರ bbox=[995, 574, 1038, 597]
puri-headline: ಪುರಿ ಜ್ಯೋತಿಷ್ ಪೀಠದ ಶಂಕರಾಚಾರ್ಯರು ನೀವೇ? bbox=[42, 1914, 808, 1967]
masthead-name: ಹೊಸ ದಿಗಂತ bbox=[1177, 35, 1331, 76]
sensex-quote: ಸೆನ್ಸೆಕ್ಸ್ 82,180 (106) bbox=[1178, 2303, 1294, 2321]
photo-officials-meeting bbox=[574, 864, 945, 1001]
puri-body-col1: ಪುರಿ(ಒಡಿಶಾ): ಗೋವರ್ಧನ ಪೀಠದ ಶಂಕರಾಚಾರ್ಯರು ಯಾರು ಎಂಬ ವಿವಾದ ಮತ್ತೆ ಮುನ್ನೆಲೆಗೆ ಬಂದಿದೆ. ಅವಿಮುಕ್ತೇಶ್ವರಾನಂದ ಸರಸ್ವತಿ ಶ್ರೀಗಳ ಪುರಿ ಭೇಟಿ ವೇಳೆ ಸ್ಥಳೀಯ ಆಡಳಿತ ಅವರ ಅಧಿಕೃತ ಸ್ಥಾನಮಾನದ ಕುರಿತು ಸ್ಪಷ್ಟನೆ ಕೇಳಿದ ಘಟನೆ ನಡೆದಿದೆ. ಜಗನ್ನಾಥ ದೇವಾಲಯ ಪ್ರವೇಶದ ಶಿಷ್ಟಾಚಾರದ ಬಗ್ಗೆ ಪ್ರಶ್ನೆ ಎದ್ದಿದ್ದು, ಭಕ್ತ ಸಮೂಹದಲ್ಲಿ ಗೊಂದಲ ಮೂಡಿದೆ. bbox=[42, 1992, 200, 2147]
stocks-label: ಷೇರು ಸೂಚ್ಯಂಕ bbox=[1072, 2299, 1166, 2326]
edition-day: ಬುಧವಾರ bbox=[51, 48, 110, 68]
fftot-title: ಎಫ್‌ಎಫ್ ಟಿಒಟಿ ಎಂದರೇನು? bbox=[583, 332, 783, 359]
main-headline-line2: ಭದ್ರತೆಗೆ ಅಪಾಯ bbox=[42, 430, 408, 503]
need-box bbox=[1266, 657, 1450, 961]
gold-price-2: ಅಂಚಿನ ಬೆಲೆ: 1,49,780 (1,46,240) bbox=[352, 2303, 540, 2321]
army-headline-line1: ಭಾರತೀಯ ಸೇನೆಯ bbox=[1078, 172, 1328, 216]
kiru-headline: ಪುರುಷರ ಪೋಲ್ ವಾಲ್ಟ್ ಆಟಗಾರರಿಗೆ ಅವಮಾನ bbox=[42, 1423, 253, 1487]
nifty-quote: ನಿಫ್ಟಿ 25,232 (36) bbox=[1314, 2303, 1411, 2321]
photo-robot-product bbox=[574, 1005, 947, 1133]
